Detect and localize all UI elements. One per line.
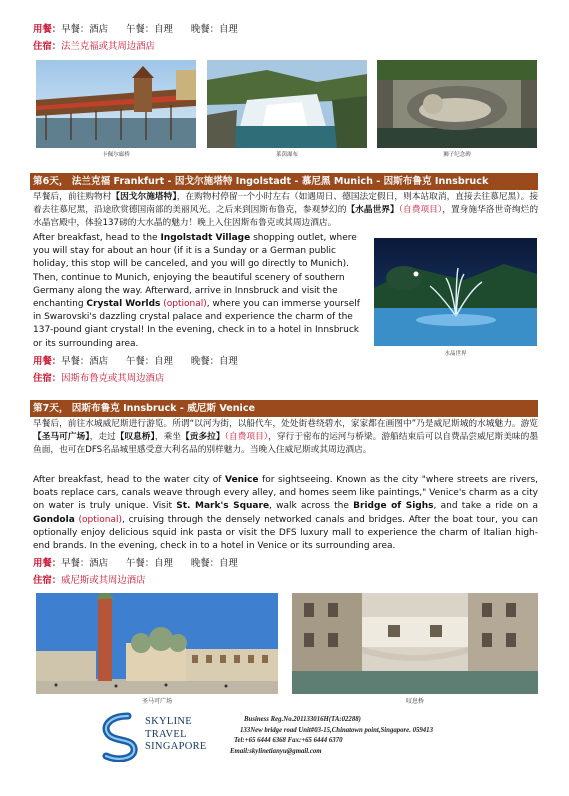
gondola-en: Gondola: [33, 514, 75, 525]
day7-header: 第7天， 因斯布鲁克 Innsbruck - 威尼斯 Venice: [30, 400, 538, 417]
optional-en: (optional): [160, 299, 207, 310]
crystal-world-zh: 【水晶世界】: [346, 205, 399, 216]
day7-meals: 用餐：早餐：酒店 午餐：自理 晚餐：自理: [33, 558, 238, 569]
stay-label: 住宿：: [33, 41, 62, 52]
day6-zh-paragraph: 早餐后，前往购物村【因戈尔施塔特】，在购物村停留一个小时左右（如遇周日、德国法定假日，则本站取消，直接去往慕尼黑）。接着去往慕尼黑，沿途欣赏德国南部的美丽风光。之后来到因斯布鲁克，参观梦幻的【水晶世界】（自费项目），置身施华洛世奇绚烂的水晶宫殿中，体验137磅的大水晶的魅力！晚上入住因斯布鲁克或其周边酒店。: [33, 192, 539, 229]
photo-crystal-worlds: [374, 238, 537, 346]
optional-zh: （自费项目）: [398, 205, 443, 216]
caption-bridge-of-sighs: 叹息桥: [405, 698, 424, 705]
address: 133New bridge road Unit#03-15,Chinatown point,Singapore. 059413: [240, 726, 433, 734]
footer-contact: [230, 715, 433, 757]
caption-crystal-worlds: 水晶世界: [444, 351, 467, 357]
day6-header: 第6天， 法兰克福 Frankfurt - 因戈尔施塔特 Ingolstadt - 慕尼黑 Munich - 因斯布鲁克 Innsbruck: [30, 173, 538, 190]
village-name-en: Ingolstadt Village: [160, 233, 251, 243]
photo-rhine-falls: [207, 60, 367, 148]
photo-bridge-of-sighs: [292, 593, 538, 694]
gondola-zh: 【贡多拉】: [181, 432, 225, 443]
business-reg: Business Reg.No.201133016H(TA:02288): [244, 716, 361, 723]
square-zh: 【圣马可广场】: [33, 432, 90, 443]
bridge-en: Bridge of Sighs: [353, 501, 434, 512]
day6-en-paragraph: After breakfast, head to the Ingolstadt Village shopping outlet, where you will stay for about an hour (if it is a Sunday or a German public holiday, this stop will be canceled, and you will go directly to Munich). Then, continue to Munich, enjoying the beautiful scenery of southern Germany along the way. Afterward, arrive in Innsbruck and visit the enchanting Crystal Worlds (optional), where you can immerse yourself in Swarovski's dazzling crystal palace and experience the charm of the 137-pound giant crystal! In the evening, check in to a hotel in Innsbruck or its surrounding area.: [33, 233, 360, 349]
day6-stay: 住宿：因斯布鲁克或其周边酒店: [33, 373, 165, 384]
photo-st-marks-square: [36, 593, 278, 694]
stay-value: 法兰克福或其周边酒店: [61, 41, 155, 52]
dinner: 晚餐：自理: [190, 24, 238, 35]
day7-stay: 住宿：威尼斯或其周边酒店: [33, 575, 146, 586]
photo-lion-monument: [377, 60, 537, 148]
company-logo-icon: [98, 712, 144, 762]
caption-rhine-falls: 莱茵瀑布: [275, 152, 298, 158]
caption-lion-monument: 狮子纪念碑: [443, 152, 471, 158]
breakfast: 早餐：酒店: [61, 24, 109, 35]
photo-chapel-bridge: [36, 60, 196, 148]
tel-fax: Tel:+65 6444 6368 Fax:+65 6444 6370: [234, 737, 343, 744]
lunch: 午餐：自理: [126, 24, 173, 35]
bridge-zh: 【叹息桥】: [115, 432, 155, 443]
day5-stay: [33, 40, 155, 53]
village-name-zh: 【因戈尔施塔特】: [111, 192, 177, 202]
venice-en: Venice: [225, 475, 259, 485]
day7-en-paragraph: After breakfast, head to the water city of Venice for sightseeing. Known as the city "where streets are rivers, boats replace cars, canals weave through every alley, and homes seem like paintings," Venice's charm as a city on water is truly unique. Visit St. Mark's Square, walk across the Bridge of Sighs, and take a ride on a Gondola (optional), cruising through the densely networked canals and bridges. After the boat tour, you can optionally enjoy delicious squid ink pasta or visit the DFS luxury mall to experience the charm of Italian high-end brands. In the evening, check in to a hotel in Venice or its surrounding area.: [33, 475, 539, 552]
day7-zh-paragraph: 早餐后，前往水城威尼斯进行游览。所谓“以河为街，以船代车，处处街巷绕碧水，家家都在画图中”乃是威尼斯城的水城魅力。游览【圣马可广场】，走过【叹息桥】，乘坐【贡多拉】（自费项目），穿行于密布的运河与桥梁。游船结束后可以自费品尝威尼斯美味的墨鱼面，也可在DFS名品城里感受意大利名品的别样魅力。当晚入住威尼斯或其周边酒店。: [33, 419, 539, 456]
day5-meals: [33, 23, 238, 36]
day6-meals: 用餐：早餐：酒店 午餐：自理 晚餐：自理: [33, 356, 238, 367]
meals-label: 用餐：: [33, 24, 62, 35]
crystal-world-en: Crystal Worlds: [86, 299, 161, 310]
square-en: St. Mark's Square: [176, 501, 270, 512]
caption-st-marks: 圣马可广场: [141, 698, 172, 705]
email: Email:skylinetianyu@gmail.com: [230, 747, 322, 755]
company-name: SKYLINE TRAVEL SINGAPORE: [145, 716, 207, 752]
caption-chapel-bridge: 卡佩尔廊桥: [102, 152, 130, 158]
